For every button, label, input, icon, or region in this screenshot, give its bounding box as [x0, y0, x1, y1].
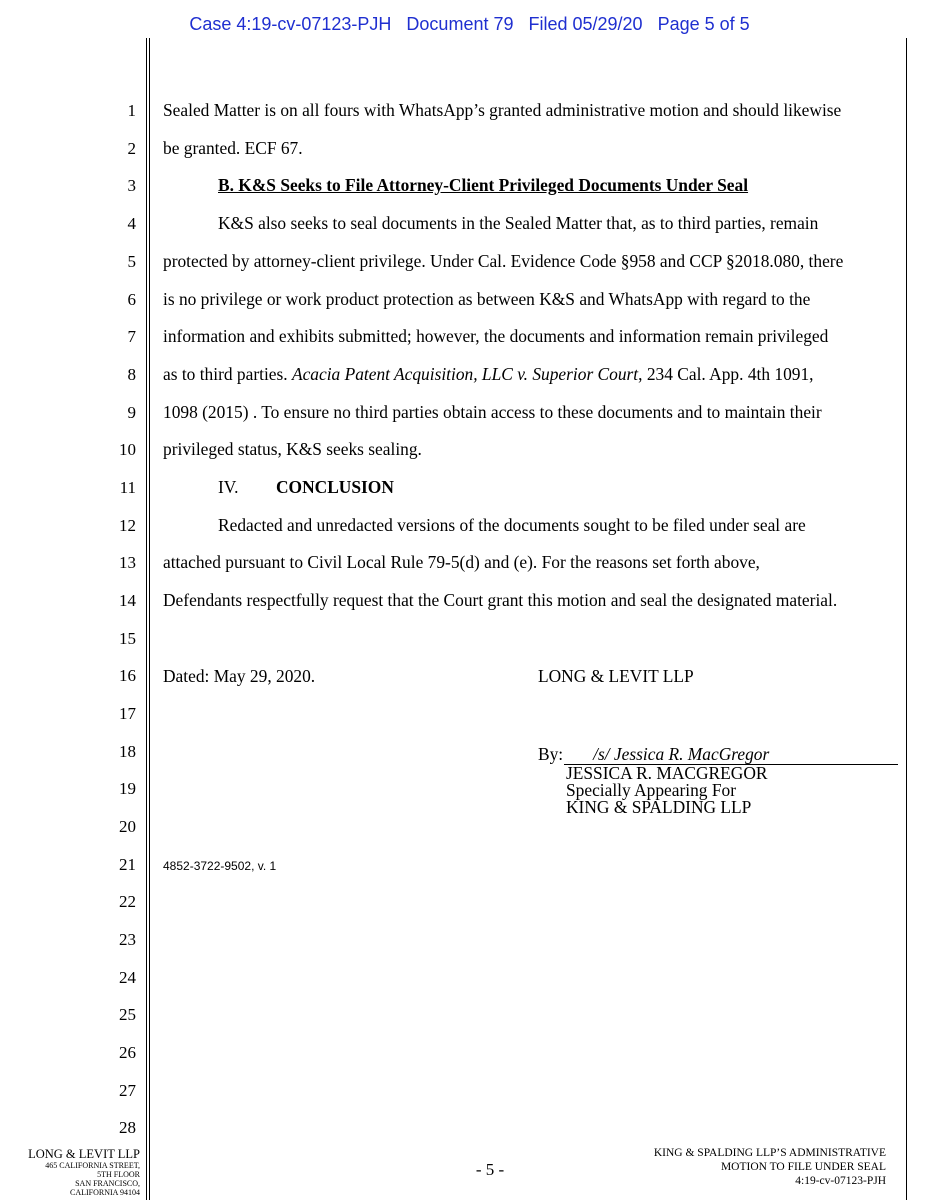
- line-number: 15: [119, 629, 136, 648]
- footer-address-line: CALIFORNIA 94104: [69, 1188, 140, 1197]
- body-line: attached pursuant to Civil Local Rule 79-5(d) and (e). For the reasons set forth above,: [163, 552, 760, 572]
- line-number: 12: [119, 516, 136, 535]
- line-number: 3: [127, 176, 136, 195]
- line-number: 7: [127, 327, 136, 346]
- section-number: IV.: [218, 477, 239, 497]
- left-margin-rule-inner: [149, 38, 150, 1200]
- line-number: 20: [119, 817, 136, 836]
- line-number: 18: [119, 742, 136, 761]
- signature-by: [538, 744, 769, 764]
- case-name: Acacia Patent Acquisition, LLC v. Superior Court: [291, 364, 639, 384]
- body-line: 1098 (2015) . To ensure no third parties obtain access to these documents and to maintain their: [163, 402, 822, 422]
- line-number: 6: [127, 290, 136, 309]
- line-number: 4: [127, 214, 136, 233]
- signatory-name: JESSICA R. MACGREGOR: [566, 763, 768, 783]
- electronic-signature: /s/ Jessica R. MacGregor: [593, 744, 770, 764]
- body-line: protected by attorney-client privilege. Under Cal. Evidence Code §958 and CCP §2018.080, there: [163, 251, 844, 271]
- line-number: 21: [119, 855, 136, 874]
- footer-address-line: 465 CALIFORNIA STREET,: [45, 1161, 140, 1170]
- footer-firm-name: LONG & LEVIT LLP: [28, 1147, 140, 1161]
- left-margin-rule-outer: [146, 38, 147, 1200]
- by-label: By:: [538, 744, 564, 764]
- signatory-client: KING & SPALDING LLP: [566, 797, 752, 817]
- line-number: 27: [119, 1081, 136, 1100]
- body-line: be granted. ECF 67.: [163, 138, 303, 158]
- line-number: 24: [119, 968, 136, 987]
- line-number: 8: [127, 365, 136, 384]
- footer-address-line: SAN FRANCISCO,: [75, 1179, 140, 1188]
- line-number: 28: [119, 1118, 136, 1137]
- line-number: 1: [127, 101, 136, 120]
- line-number: 16: [119, 666, 136, 685]
- signatory-role: Specially Appearing For: [566, 780, 737, 800]
- line-number: 19: [119, 779, 136, 798]
- citation-post: , 234 Cal. App. 4th 1091,: [638, 364, 814, 384]
- line-number: 5: [127, 252, 136, 271]
- footer-address-line: 5TH FLOOR: [97, 1170, 140, 1179]
- footer-case-number: 4:19-cv-07123-PJH: [795, 1175, 886, 1187]
- ecf-header-stamp: Case 4:19-cv-07123-PJH Document 79 Filed 05/29/20 Page 5 of 5: [189, 14, 750, 34]
- line-number: 22: [119, 892, 136, 911]
- line-number: 2: [127, 139, 136, 158]
- line-number: 9: [127, 403, 136, 422]
- body-line: K&S also seeks to seal documents in the Sealed Matter that, as to third parties, remain: [218, 213, 819, 233]
- line-number: 23: [119, 930, 136, 949]
- line-number: 11: [119, 478, 136, 497]
- footer-document-title: [586, 1146, 886, 1188]
- right-margin-rule: [906, 38, 907, 1200]
- line-number: 10: [119, 440, 136, 459]
- date-line: Dated: May 29, 2020.: [163, 666, 316, 686]
- body-line: information and exhibits submitted; however, the documents and information remain privileged: [163, 326, 829, 346]
- section-heading-conclusion: CONCLUSION: [276, 477, 394, 497]
- line-number: 26: [119, 1043, 136, 1062]
- section-heading-b: B. K&S Seeks to File Attorney-Client Privileged Documents Under Seal: [218, 175, 749, 195]
- page-number: - 5 -: [475, 1160, 505, 1179]
- document-id: 4852-3722-9502, v. 1: [163, 859, 277, 873]
- footer-title-line: MOTION TO FILE UNDER SEAL: [720, 1161, 886, 1173]
- body-line: is no privilege or work product protection as between K&S and WhatsApp with regard to the: [163, 289, 811, 309]
- line-number: 13: [119, 553, 136, 572]
- firm-name: LONG & LEVIT LLP: [538, 666, 694, 686]
- body-line-citation: [163, 363, 814, 385]
- footer-title-line: KING & SPALDING LLP’S ADMINISTRATIVE: [653, 1147, 886, 1159]
- line-number: 17: [119, 704, 136, 723]
- body-line: Defendants respectfully request that the Court grant this motion and seal the designated material.: [163, 590, 838, 610]
- citation-pre: as to third parties.: [163, 364, 292, 384]
- line-number: 14: [119, 591, 136, 610]
- body-line: Redacted and unredacted versions of the documents sought to be filed under seal are: [218, 515, 806, 535]
- footer-firm-block: [8, 1147, 140, 1197]
- body-line: privileged status, K&S seeks sealing.: [163, 439, 422, 459]
- body-line: Sealed Matter is on all fours with WhatsApp’s granted administrative motion and should likewise: [163, 100, 842, 120]
- signatory-block: [566, 765, 768, 816]
- line-number: 25: [119, 1005, 136, 1024]
